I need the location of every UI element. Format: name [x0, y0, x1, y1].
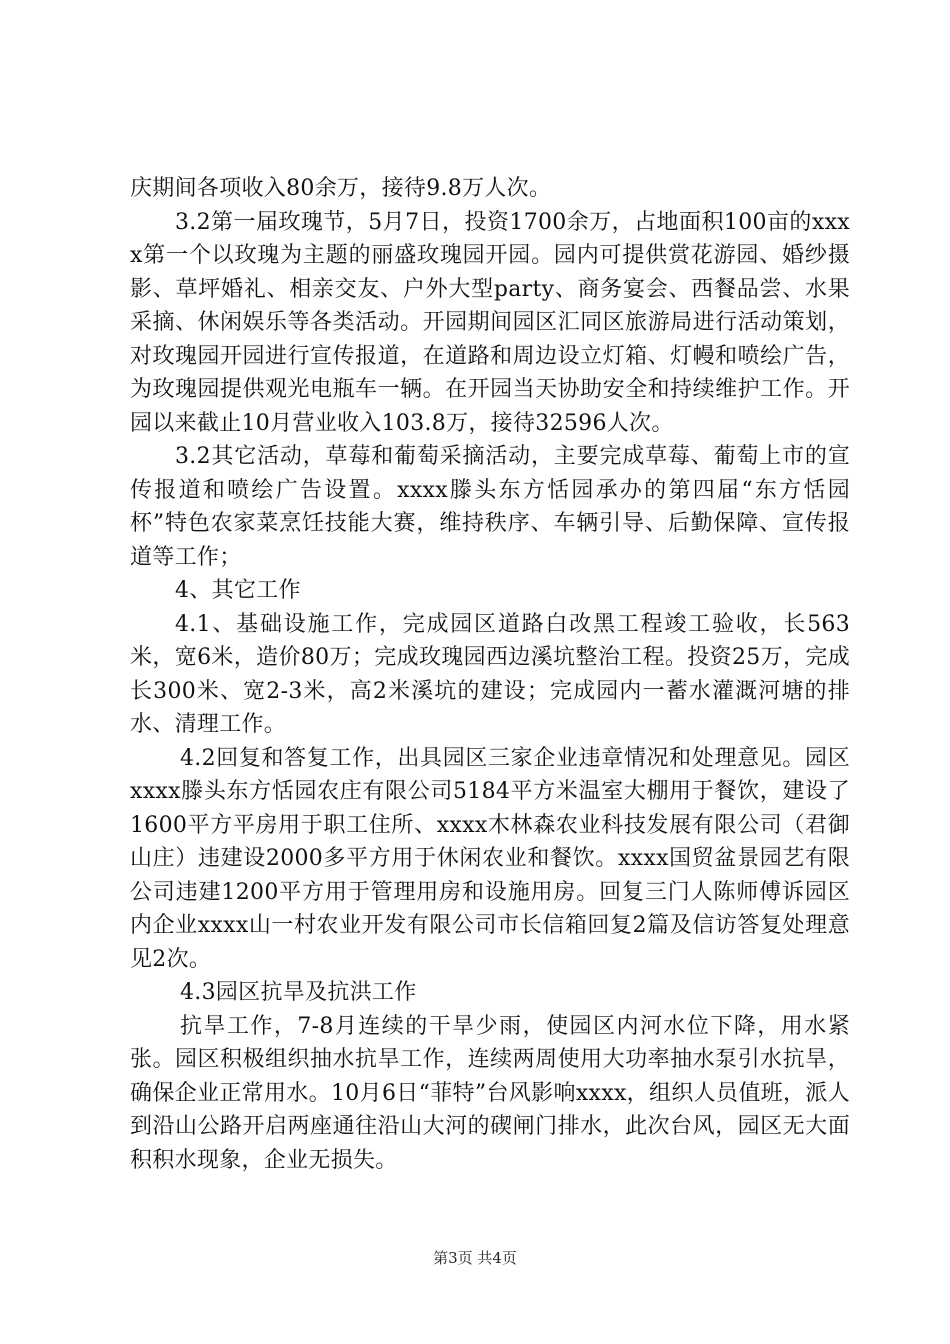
paragraph-drought-work: 抗旱工作，7-8月连续的干旱少雨，使园区内河水位下降，用水紧张。园区积极组织抽水抗旱工作，连续两周使用大功率抽水泵引水抗旱，确保企业正常用水。10月6日“菲特”台风影响xxxx，组织人员值班，派人到沿山公路开启两座通往沿山大河的碶闸门排水，此次台风，园区无大面积积水现象，企业无损失。	[130, 1013, 850, 1173]
paragraph-replies: 4.2回复和答复工作，出具园区三家企业违章情况和处理意见。园区xxxx滕头东方恬园农庄有限公司5184平方米温室大棚用于餐饮，建设了1600平方平房用于职工住所、xxxx木林森农业科技发展有限公司（君御山庄）违建设2000多平方用于休闲农业和餐饮。xxxx国贸盆景园艺有限公司违建1200平方用于管理用房和设施用房。回复三门人陈师傅诉园区内企业xxxx山一村农业开发有限公司市长信箱回复2篇及信访答复处理意见2次。	[130, 745, 850, 972]
paragraph-other-activities: 3.2其它活动，草莓和葡萄采摘活动，主要完成草莓、葡萄上市的宣传报道和喷绘广告设置。xxxx滕头东方恬园承办的第四届“东方恬园杯”特色农家菜烹饪技能大赛，维持秩序、车辆引导、后勤保障、宣传报道等工作；	[130, 444, 850, 570]
paragraph-continuation: 庆期间各项收入80余万，接待9.8万人次。	[130, 176, 552, 201]
document-body	[130, 172, 850, 1177]
paragraph-infrastructure: 4.1、基础设施工作，完成园区道路白改黑工程竣工验收，长563米，宽6米，造价80万；完成玫瑰园西边溪坑整治工程。投资25万，完成长300米、宽2-3米，高2米溪坑的建设；完成园内一蓄水灌溉河塘的排水、清理工作。	[130, 611, 850, 737]
paragraph-rose-festival: 3.2第一届玫瑰节，5月7日，投资1700余万，占地面积100亩的xxxx第一个以玫瑰为主题的丽盛玫瑰园开园。园内可提供赏花游园、婚纱摄影、草坪婚礼、相亲交友、户外大型party、商务宴会、西餐品尝、水果采摘、休闲娱乐等各类活动。开园期间园区汇同区旅游局进行活动策划，对玫瑰园开园进行宣传报道，在道路和周边设立灯箱、灯幔和喷绘广告，为玫瑰园提供观光电瓶车一辆。在开园当天协助安全和持续维护工作。开园以来截止10月营业收入103.8万，接待32596人次。	[130, 209, 850, 436]
page-footer: 第3页 共4页	[433, 1249, 517, 1267]
section-heading-other-work: 4、其它工作	[175, 578, 301, 603]
subheading-drought-flood: 4.3园区抗旱及抗洪工作	[180, 980, 417, 1005]
